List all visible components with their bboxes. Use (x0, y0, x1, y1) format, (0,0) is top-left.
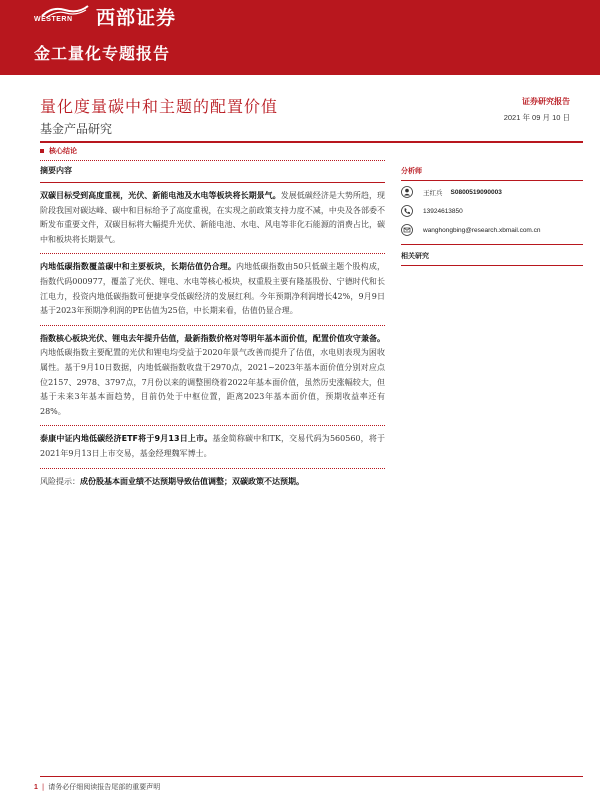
footer (34, 782, 160, 792)
bullet-square-icon (40, 149, 44, 153)
email-row (401, 222, 583, 238)
mail-icon (401, 224, 413, 236)
paragraph-index-coverage (40, 260, 385, 318)
paragraph-dual-carbon (40, 189, 385, 247)
document-subtitle: 基金产品研究 (40, 122, 113, 136)
analyst-email[interactable]: wanghongbing@research.xbmail.com.cn (423, 226, 541, 234)
dotted-separator (40, 425, 385, 426)
report-type: 证券研究报告 (522, 96, 570, 106)
core-conclusion-heading (40, 146, 77, 156)
document-title: 量化度量碳中和主题的配置价值 (40, 97, 279, 116)
risk-prefix: 风险提示： (40, 476, 80, 486)
paragraph-body: 发展低碳经济是大势所趋，现阶段我国对碳达峰、碳中和目标给予了高度重视，在实现之前政策支持力度不减，中央及各部委不断发布重要文件，双碳目标将大幅提升光伏、新能电池、水电、风电等非化石能源的消费占比，碳中和板块将长期景气。 (40, 191, 386, 244)
summary-label: 摘要内容 (40, 166, 72, 175)
related-research-label: 相关研究 (401, 244, 583, 266)
paragraph-lead: 内地低碳指数覆盖碳中和主要板块，长期估值仍合理。 (40, 262, 236, 272)
sidebar (401, 160, 583, 266)
paragraph-body: 内地低碳指数主要配置的光伏和锂电均受益于2020年景气改善而提升了估值，水电则表现为困收属性。基于9月10日数据，内地低碳指数收盘于2970点，2021~2023年基本面价值分别对应点位2157、2978、3797点，7月份以来的调整围绕着2022年基本面价值，虽然历史涨幅较大，但基于未来3年基本面趋势，目前仍处于中枢位置，距离2023年基本面价值，预期收益率还有28%。 (40, 348, 385, 416)
paragraph-lead: 指数核心板块光伏、锂电去年提升估值，最新指数价格对等明年基本面价值，配置价值攻守兼备。 (40, 333, 385, 343)
analyst-phone: 13924613850 (423, 207, 463, 215)
dotted-separator (40, 325, 385, 326)
report-date: 2021 年 09 月 10 日 (503, 113, 570, 122)
phone-icon (401, 205, 413, 217)
dotted-separator (40, 468, 385, 469)
phone-row (401, 203, 583, 219)
paragraph-body: 基金简称碳中和TK，交易代码为560560，将于2021年9月13日上市交易，基金经理魏军博士。 (40, 434, 385, 458)
summary-divider (40, 182, 385, 183)
paragraph-lead: 双碳目标受到高度重视，光伏、新能电池及水电等板块将长期景气。 (40, 191, 281, 200)
dotted-divider (40, 160, 385, 161)
analyst-label: 分析师 (401, 160, 583, 181)
paragraph-lead: 泰康中证内地低碳经济ETF将于9月13日上市。 (40, 434, 213, 444)
analyst-name: 王红兵 (423, 188, 443, 197)
footer-divider (40, 776, 583, 777)
header-banner (0, 0, 600, 75)
core-heading-text: 核心结论 (49, 147, 77, 155)
title-divider (40, 141, 583, 143)
analyst-cert: S0800519090003 (450, 188, 502, 196)
risk-text: 成份股基本面业绩不达预期导致估值调整；双碳政策不达预期。 (80, 476, 304, 486)
footer-bar: | (41, 783, 45, 791)
brand-cn: 西部证券 (96, 7, 177, 29)
banner-title: 金工量化专题报告 (34, 44, 171, 63)
paragraph-risk (40, 475, 385, 490)
paragraph-valuation (40, 332, 385, 420)
analyst-row (401, 184, 583, 200)
paragraph-body: 内地低碳指数由50只低碳主题个股构成，指数代码000977，覆盖了光伏、锂电、水电等核心板块，权重股主要有隆基股份、宁德时代和长江电力，投资内地低碳指数可便捷享受低碳经济的发展红利。今年预期净利润增长42%，9月9日基于2023年预期净利润的PE估值为25倍，中长期来看，估值仍显合理。 (40, 262, 386, 316)
person-icon (401, 186, 413, 198)
dotted-separator (40, 253, 385, 254)
brand-en: WESTERN (34, 16, 73, 23)
footer-note: 请务必仔细阅读报告尾部的重要声明 (48, 783, 161, 791)
summary-column (40, 189, 385, 489)
page-number: 1 (34, 784, 38, 791)
paragraph-etf-listing (40, 432, 385, 461)
